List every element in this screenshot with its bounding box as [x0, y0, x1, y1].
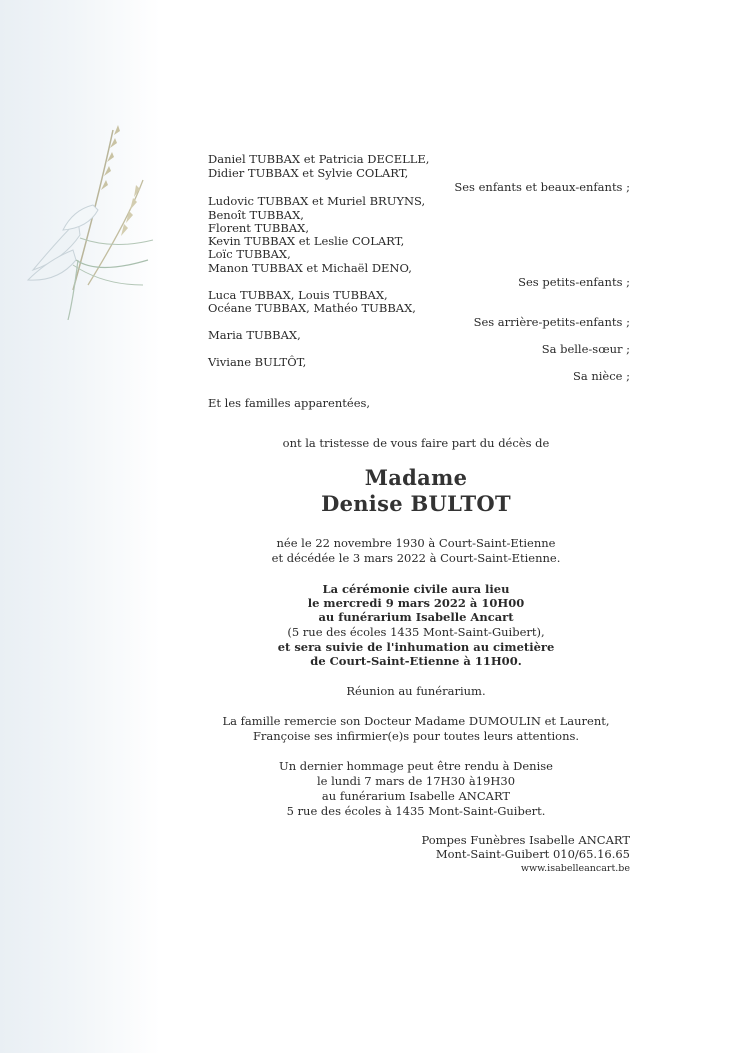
deceased-honorific: Madame	[364, 465, 468, 490]
deceased-name: Denise BULTOT	[321, 491, 511, 516]
funeral-home-phone: Mont-Saint-Guibert 010/65.16.65	[435, 847, 630, 861]
ceremony-line: le mercredi 9 mars 2022 à 10H00	[307, 596, 525, 610]
children-label: Ses enfants et beaux-enfants ;	[454, 180, 630, 194]
burial-line: de Court-Saint-Etienne à 11H00.	[310, 654, 522, 668]
related-families-line: Et les familles apparentées,	[208, 396, 371, 410]
great-grandchildren-label: Ses arrière-petits-enfants ;	[473, 315, 630, 329]
thanks-line: La famille remercie son Docteur Madame DUMOULIN et Laurent,	[222, 714, 610, 728]
funeral-home-name: Pompes Funèbres Isabelle ANCART	[421, 833, 630, 847]
thanks-line: Françoise ses infirmier(e)s pour toutes leurs attentions.	[252, 729, 580, 743]
funeral-home-website: www.isabelleancart.be	[520, 863, 630, 874]
ceremony-address: (5 rue des écoles 1435 Mont-Saint-Guibert),	[287, 625, 545, 639]
tribute-line: 5 rue des écoles à 1435 Mont-Saint-Guibert.	[286, 804, 546, 818]
ceremony-line: La cérémonie civile aura lieu	[322, 582, 510, 596]
grandchild-line: Benoît TUBBAX,	[208, 208, 304, 222]
tribute-line: au funérarium Isabelle ANCART	[321, 789, 511, 803]
niece-name: Viviane BULTÔT,	[208, 355, 307, 369]
grandchild-line: Manon TUBBAX et Michaël DENO,	[208, 261, 412, 275]
child-line: Didier TUBBAX et Sylvie COLART,	[208, 166, 409, 180]
sister-in-law-label: Sa belle-sœur ;	[541, 342, 630, 356]
grandchild-line: Kevin TUBBAX et Leslie COLART,	[208, 234, 405, 248]
calla-lily-illustration	[18, 110, 158, 320]
tribute-line: Un dernier hommage peut être rendu à Denise	[279, 759, 553, 773]
grandchildren-label: Ses petits-enfants ;	[518, 275, 630, 289]
great-grandchild-line: Océane TUBBAX, Mathéo TUBBAX,	[208, 301, 416, 315]
sister-in-law-name: Maria TUBBAX,	[208, 328, 301, 342]
grandchild-line: Loïc TUBBAX,	[208, 247, 291, 261]
birth-line: née le 22 novembre 1930 à Court-Saint-Etienne	[276, 536, 556, 550]
tribute-line: le lundi 7 mars de 17H30 à19H30	[316, 774, 516, 788]
reunion-line: Réunion au funérarium.	[346, 684, 486, 698]
death-line: et décédée le 3 mars 2022 à Court-Saint-Etienne.	[271, 551, 561, 565]
grandchild-line: Florent TUBBAX,	[208, 221, 309, 235]
child-line: Daniel TUBBAX et Patricia DECELLE,	[208, 152, 430, 166]
burial-line: et sera suivie de l'inhumation au cimetière	[277, 640, 555, 654]
great-grandchild-line: Luca TUBBAX, Louis TUBBAX,	[208, 288, 388, 302]
grandchild-line: Ludovic TUBBAX et Muriel BRUYNS,	[208, 194, 426, 208]
niece-label: Sa nièce ;	[572, 369, 630, 383]
ceremony-line: au funérarium Isabelle Ancart	[318, 610, 514, 624]
decorative-sidebar	[0, 0, 160, 1053]
announcement-line: ont la tristesse de vous faire part du décès de	[282, 436, 550, 450]
